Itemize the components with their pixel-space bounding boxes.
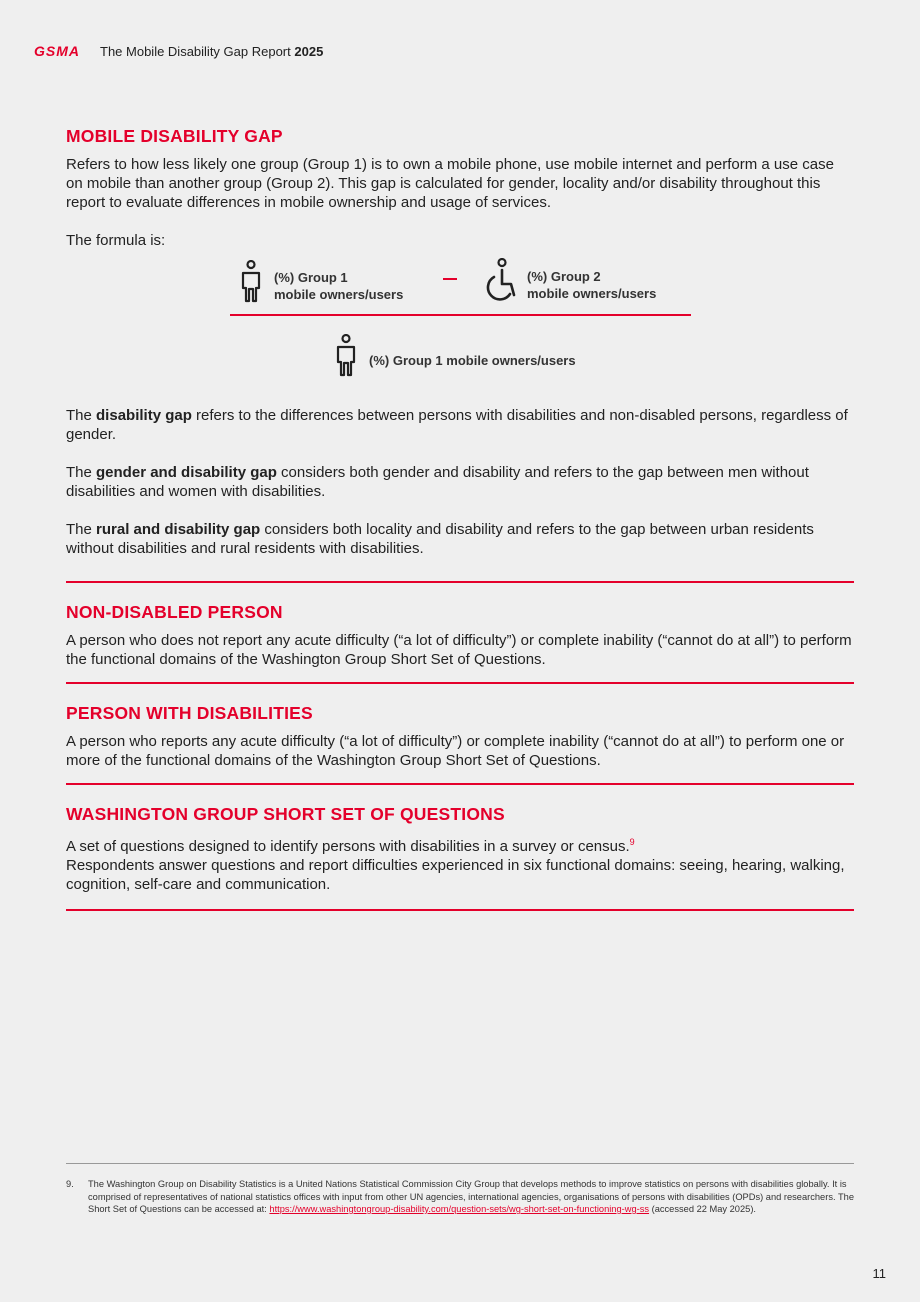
section-mobile-disability-gap [66, 126, 854, 558]
footnote-reference[interactable]: 9 [629, 837, 635, 847]
group2-label: (%) Group 2 mobile owners/users [527, 269, 657, 301]
section-non-disabled-person [66, 602, 854, 669]
section-heading: PERSON WITH DISABILITIES [66, 703, 313, 723]
section-heading: WASHINGTON GROUP SHORT SET OF QUESTIONS [66, 804, 505, 824]
footnote [66, 1178, 854, 1216]
page-number: 11 [872, 1266, 886, 1281]
section-divider [66, 581, 854, 583]
footnote-number: 9. [66, 1179, 74, 1189]
section-heading: MOBILE DISABILITY GAP [66, 126, 283, 146]
main-content [66, 126, 854, 911]
section-divider [66, 682, 854, 684]
page-header [34, 40, 323, 62]
formula-intro: The formula is: [66, 232, 166, 249]
minus-sign [443, 278, 457, 280]
disability-gap-definition: The disability gap refers to the differences between persons with disabilities and non-disabled persons, regardless of gender. [66, 407, 848, 443]
person-icon [240, 260, 262, 304]
footnote-link[interactable]: https://www.washingtongroup-disability.com/question-sets/wg-short-set-on-functioning-wg-ss [269, 1204, 650, 1214]
rural-disability-gap-definition: The rural and disability gap considers both locality and disability and refers to the gap between urban residents without disabilities and rural residents with disabilities. [66, 521, 814, 557]
footnote-text: The Washington Group on Disability Statistics is a United Nations Statistical Commission City Group that develops methods to improve statistics on persons with disabilities globally. It is comprised of representatives of national statistics offices with input from other UN agencies, international agencies, organisations of persons with disabilities (OPDs) and researchers. The Short Set of Questions can be accessed at: https://www.washingtongroup-disability.com/question-sets/wg-short-set-on-functioning-wg-ss (accessed 22 May 2025). [88, 1179, 854, 1214]
section-divider [66, 909, 854, 911]
report-year: 2025 [294, 43, 324, 59]
fraction-line [230, 314, 691, 316]
wheelchair-icon [482, 258, 518, 302]
section-washington-group [66, 804, 854, 894]
gap-formula [66, 256, 854, 406]
gender-disability-gap-definition: The gender and disability gap considers both gender and disability and refers to the gap between men without disabilities and women with disabilities. [66, 464, 809, 500]
gsma-logo: GSMA [34, 43, 80, 59]
section-person-with-disabilities [66, 703, 854, 770]
report-title: The Mobile Disability Gap Report 2025 [100, 43, 324, 59]
section-body: Refers to how less likely one group (Group 1) is to own a mobile phone, use mobile internet and perform a use case on mobile than another group (Group 2). This gap is calculated for gender, locality and/or disability throughout this report to evaluate differences in mobile ownership and usage of services. [66, 156, 834, 211]
group1-label: (%) Group 1 mobile owners/users [274, 270, 404, 302]
person-icon [335, 334, 357, 378]
section-body: A person who does not report any acute difficulty (“a lot of difficulty”) or complete inability (“cannot do at all”) to perform the functional domains of the Washington Group Short Set of Questions. [66, 632, 852, 668]
denominator-label: (%) Group 1 mobile owners/users [369, 353, 576, 368]
section-heading: NON-DISABLED PERSON [66, 602, 283, 622]
footnote-rule [66, 1163, 854, 1164]
section-body: A set of questions designed to identify persons with disabilities in a survey or census.$^9$ Respondents answer questions and report difficulties experienced in six functional domains: seeing, hearing, walking, cognition, self-care and communication. [66, 837, 845, 893]
section-body: A person who reports any acute difficulty (“a lot of difficulty”) or complete inability (“cannot do at all”) to perform one or more of the functional domains of the Washington Group Short Set of Questions. [66, 733, 845, 769]
section-divider [66, 783, 854, 785]
